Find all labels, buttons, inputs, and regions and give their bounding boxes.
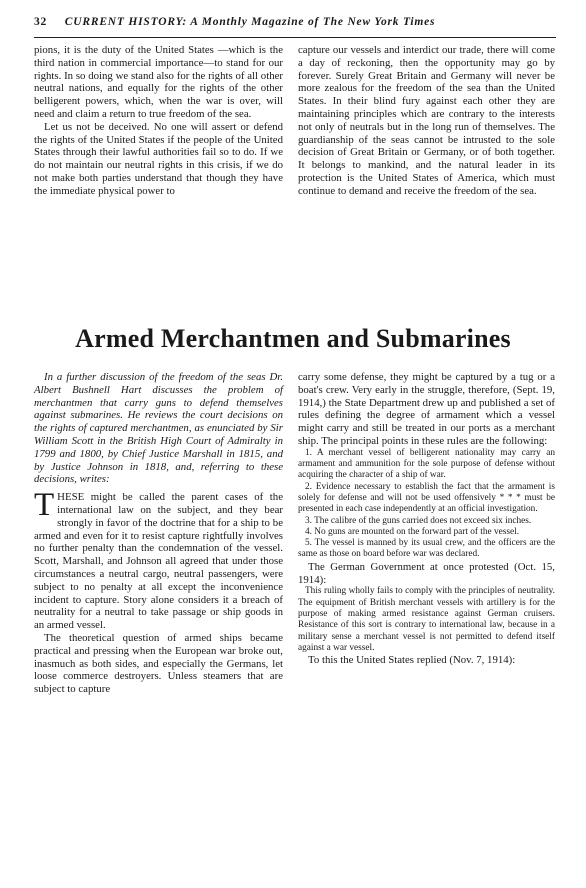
article-right-column	[298, 371, 555, 667]
first-paragraph	[34, 487, 283, 632]
continued-paragraph-3: capture our vessels and interdict our trade, there will come a day of reckoning, then the opportunity may go by forever. Surely Great Britain and Germany will never be more zealous for the freedom of the sea than the United States. In their blind fury against each other they are maintaining principles which are contrary to the interests not only of neutrals but in the long run of themselves. The guardianship of the seas cannot be intrusted to the sole decision of Great Britain or Germany, or of both together. It belongs to mankind, and the natural leader in its protection is the United States of America, which must continue to demand and receive the freedom of the sea.	[298, 44, 555, 197]
article-intro: In a further discussion of the freedom of the seas Dr. Albert Bushnell Hart discusses the problem of merchantmen that carry guns to defend themselves against submarines. He reviews the court decisions on the rights of captured merchantmen, as enunciated by Sir William Scott in the British High Court of Admiralty in 1799 and 1800, by Chief Justice Marshall in 1815, and by Justice Johnson in 1818, and, referring to these decisions, writes:	[34, 371, 283, 486]
continued-paragraph-1: pions, it is the duty of the United States —which is the third nation in commercial importance—to stand for our rights. In so doing we stand also for the rights of all other neutral nations, and equally for the rights of the other belligerent powers, which, when the war is over, will need and claim a return to true freedom of the sea.	[34, 44, 283, 120]
right-paragraph-1: carry some defense, they might be captured by a tug or a boat's crew. Very early in the struggle, therefore, (Sept. 19, 1914,) the State Department drew up and published a set of rules defining the degree of armament which a vessel might carry and still be treated in our ports as a merchant ship. The principal points in these rules are the following:	[298, 371, 555, 447]
continued-paragraph-2: Let us not be deceived. No one will assert or defend the rights of the United States if the people of the United States through their lawful authorities fail so to do. If we do not maintain our neutral rights in this crisis, if we do not make both parties understand that though they have the immediate physical power to	[34, 120, 283, 197]
article-left-column	[34, 371, 283, 696]
header-rule	[34, 37, 556, 38]
rule-item: 2. Evidence necessary to establish the fact that the armament is solely for defense and will not be used offensively * * * must be presented in each case independently at an official investigation.	[298, 481, 555, 515]
rule-item: 3. The calibre of the guns carried does not exceed six inches.	[305, 515, 532, 526]
protest-quote: This ruling wholly fails to comply with the principles of neutrality. The equipment of British merchant vessels with artillery is for the purpose of making armed resistance against German cruisers. Resistance of this sort is contrary to international law, because in a military sense a merchant vessel is not permitted to defend itself against a war vessel.	[298, 586, 555, 653]
reply-intro: To this the United States replied (Nov. 7, 1914):	[308, 654, 516, 667]
top-right-column	[298, 44, 555, 198]
rule-item: 4. No guns are mounted on the forward part of the vessel.	[305, 526, 520, 537]
drop-cap: T	[34, 487, 55, 524]
page-number: 32	[34, 16, 48, 28]
running-header	[34, 16, 558, 28]
first-paragraph-text: HESE might be called the parent cases of the international law on the subject, and they bear strongly in favor of the doctrine that for a ship to be armed and even for it to resist capture rightfully involves no further penalty than the condemnation of the vessel. Scott, Marshall, and Johnson all agreed that under those circumstances a neutral cargo, neutral passengers, were subject to no penalty at all except the inconvenience incident to capture. Story alone considers it a breach of neutrality for a neutral to take passage or ship goods in an armed vessel.	[34, 491, 283, 632]
top-left-column	[34, 44, 283, 198]
second-paragraph: The theoretical question of armed ships became practical and pressing when the European war broke out, inasmuch as both sides, and especially the Germans, let loose commerce destroyers. Unless steamers that are subject to capture	[34, 631, 283, 696]
article-title: Armed Merchantmen and Submarines	[75, 324, 511, 353]
protest-intro: The German Government at once protested (Oct. 15, 1914):	[298, 560, 555, 586]
rule-item: 1. A merchant vessel of belligerent nationality may carry an armament and ammunition for the sole purpose of defense without acquiring the character of a ship of war.	[298, 447, 555, 481]
magazine-title: CURRENT HISTORY: A Monthly Magazine of The New York Times	[64, 16, 436, 28]
rule-item: 5. The vessel is manned by its usual crew, and the officers are the same as those on board before war was declared.	[298, 538, 555, 560]
